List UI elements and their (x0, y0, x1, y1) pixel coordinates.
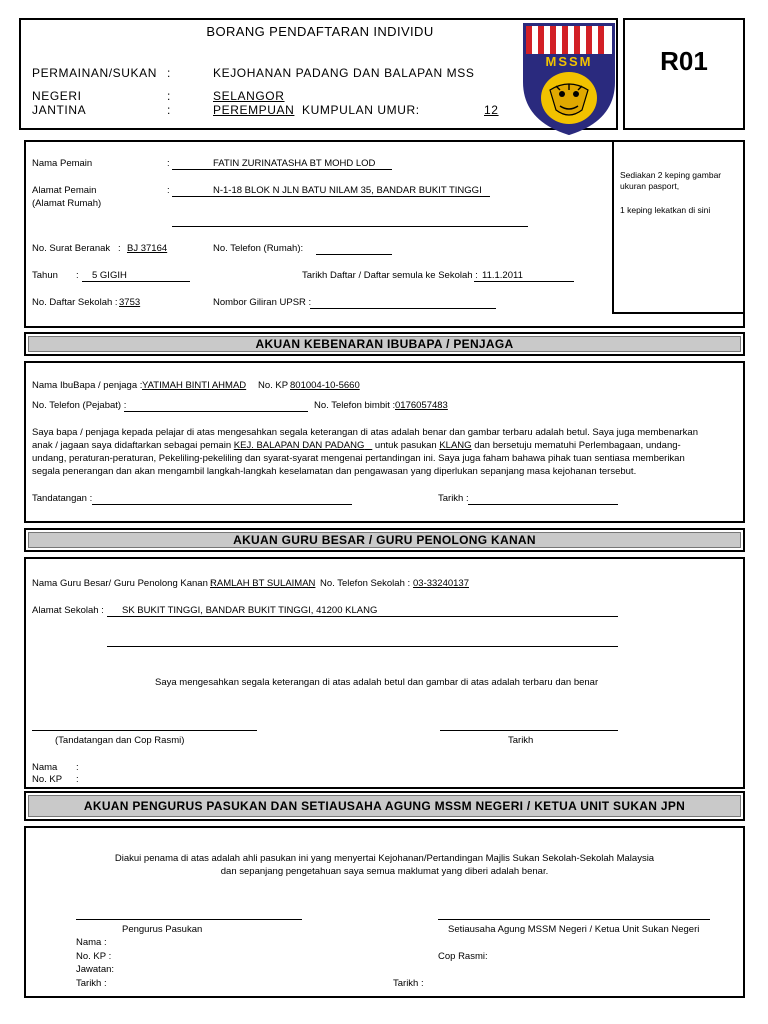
hm-phone-label: No. Telefon Sekolah : (320, 578, 411, 589)
committee-line-2: dan sepanjang pengetahuan saya semua maklumat yang diberi adalah benar. (220, 866, 549, 877)
headmaster-section (24, 557, 745, 789)
office-phone-line[interactable] (124, 411, 308, 412)
parent-para-3: undang, peraturan-peraturan, Pekeliling-pekeliling dan syarat-syarat mengenai pertandingan ini. Saya juga faham bahawa pihak tuan sentiasa memberikan (32, 453, 685, 464)
parent-band: AKUAN KEBENARAN IBUBAPA / PENJAGA (24, 332, 745, 356)
student-name-sep: : (167, 158, 170, 169)
label-permainan: PERMAINAN/SUKAN (32, 66, 158, 80)
student-name-value[interactable]: FATIN ZURINATASHA BT MOHD LOD (213, 158, 376, 169)
upsr-line[interactable] (310, 308, 496, 309)
sep-permainan: : (167, 66, 171, 80)
para-2e: dan bersetuju mematuhi Perlembagaan, undang- (474, 440, 681, 451)
hm-phone-value[interactable]: 03-33240137 (413, 578, 469, 589)
label-negeri: NEGERI (32, 89, 82, 103)
hm-signature-line[interactable] (32, 730, 257, 731)
year-label: Tahun (32, 270, 58, 281)
parent-para-4: segala penerangan dan akan mengambil langkah-langkah keselamatan dan pengawasan yang diperlukan sepanjang masa kejohanan tersebut. (32, 466, 637, 477)
student-address-sub: (Alamat Rumah) (32, 198, 102, 209)
school-address-label: Alamat Sekolah : (32, 605, 104, 616)
value-jantina: PEREMPUAN (213, 103, 295, 117)
birth-cert-sep: : (118, 243, 121, 254)
phone-home-line[interactable] (316, 254, 392, 255)
school-reg-value[interactable]: 3753 (119, 297, 141, 308)
parent-ic-value[interactable]: 801004-10-5660 (290, 380, 360, 391)
mssm-logo (520, 20, 618, 138)
committee-nama: Nama : (76, 937, 107, 948)
upsr-label: Nombor Giliran UPSR : (213, 297, 312, 308)
student-address-sep: : (167, 185, 170, 196)
parent-para-2 (32, 439, 681, 453)
hm-date-line[interactable] (440, 730, 618, 731)
school-address-line (107, 616, 618, 617)
reg-date-line (474, 281, 574, 282)
sep-jantina: : (167, 103, 171, 117)
photo-note-3: 1 keping lekatkan di sini (620, 205, 711, 215)
hm-date-label: Tarikh (508, 735, 534, 746)
form-title: BORANG PENDAFTARAN INDIVIDU (206, 24, 434, 39)
value-permainan: KEJOHANAN PADANG DAN BALAPAN MSS (213, 66, 475, 80)
birth-cert-label: No. Surat Beranak (32, 243, 111, 254)
parent-signature-label: Tandatangan : (32, 493, 93, 504)
committee-cop: Cop Rasmi: (438, 951, 488, 962)
headmaster-band: AKUAN GURU BESAR / GURU PENOLONG KANAN (24, 528, 745, 552)
para-2b[interactable]: KEJ. BALAPAN DAN PADANG (233, 440, 365, 451)
committee-jawatan: Jawatan: (76, 964, 115, 975)
hm-statement: Saya mengesahkan segala keterangan di atas adalah betul dan gambar di atas adalah terbaru dan benar (155, 677, 599, 688)
mobile-label: No. Telefon bimbit : (314, 400, 396, 411)
manager-signature-line[interactable] (76, 919, 302, 920)
year-line (82, 281, 190, 282)
student-name-line (172, 169, 392, 170)
hm-nama-colon: : (76, 762, 79, 773)
hm-name-value[interactable]: RAMLAH BT SULAIMAN (210, 578, 316, 589)
student-name-label: Nama Pemain (32, 158, 93, 169)
student-address-value[interactable]: N-1-18 BLOK N JLN BATU NILAM 35, BANDAR BUKIT TINGGI (213, 185, 482, 196)
school-reg-label: No. Daftar Sekolah : (32, 297, 118, 308)
para-2d[interactable]: KLANG (439, 440, 472, 451)
parent-signature-line[interactable] (92, 504, 352, 505)
parent-date-label: Tarikh : (438, 493, 469, 504)
committee-band: AKUAN PENGURUS PASUKAN DAN SETIAUSAHA AGUNG MSSM NEGERI / KETUA UNIT SUKAN JPN (24, 791, 745, 821)
para-2c: untuk pasukan (374, 440, 437, 451)
phone-home-label: No. Telefon (Rumah): (213, 243, 304, 254)
label-jantina: JANTINA (32, 103, 87, 117)
hm-nama-label: Nama (32, 762, 58, 773)
photo-note-1: Sediakan 2 keping gambar (620, 170, 722, 180)
photo-note-2: ukuran pasport, (620, 181, 680, 191)
label-age-group: KUMPULAN UMUR: (302, 103, 420, 117)
parent-name-value[interactable]: YATIMAH BINTI AHMAD (142, 380, 247, 391)
para-2a: anak / jagaan saya didaftarkan sebagai pemain (32, 440, 232, 451)
committee-tarikh-right: Tarikh : (393, 978, 424, 989)
logo-text: MSSM (545, 54, 593, 69)
sep-negeri: : (167, 89, 171, 103)
committee-tarikh-left: Tarikh : (76, 978, 107, 989)
student-address-line (172, 196, 490, 197)
secretary-label: Setiausaha Agung MSSM Negeri / Ketua Unit Sukan Negeri (448, 924, 700, 935)
manager-label: Pengurus Pasukan (122, 924, 203, 935)
office-phone-label: No. Telefon (Pejabat) : (32, 400, 127, 411)
hm-name-label: Nama Guru Besar/ Guru Penolong Kanan : (32, 578, 214, 589)
school-address-line-2[interactable] (107, 646, 618, 647)
mobile-value[interactable]: 0176057483 (395, 400, 448, 411)
value-negeri: SELANGOR (213, 89, 285, 103)
parent-date-line[interactable] (468, 504, 618, 505)
parent-ic-label: No. KP (258, 380, 289, 391)
school-address-value[interactable]: SK BUKIT TINGGI, BANDAR BUKIT TINGGI, 41200 KLANG (122, 605, 378, 616)
secretary-signature-line[interactable] (438, 919, 710, 920)
student-address-line-2[interactable] (172, 226, 528, 227)
hm-kp-colon: : (76, 774, 79, 785)
student-address-label: Alamat Pemain (32, 185, 97, 196)
parent-name-label: Nama IbuBapa / penjaga : (32, 380, 143, 391)
hm-kp-label: No. KP (32, 774, 63, 785)
parent-para-1: Saya bapa / penjaga kepada pelajar di atas mengesahkan segala keterangan di atas adalah benar dan gambar terbaru adalah betul. Saya juga membenarkan (32, 427, 698, 438)
committee-kp: No. KP : (76, 951, 112, 962)
hm-signature-label: (Tandatangan dan Cop Rasmi) (55, 735, 185, 746)
birth-cert-value[interactable]: BJ 37164 (127, 243, 168, 254)
value-age-group: 12 (484, 103, 499, 117)
committee-section (24, 826, 745, 998)
photo-box (612, 140, 745, 314)
committee-line-1: Diakui penama di atas adalah ahli pasukan ini yang menyertai Kejohanan/Pertandingan Majlis Sukan Sekolah-Sekolah Malaysia (114, 853, 655, 864)
year-sep: : (76, 270, 79, 281)
reg-date-value[interactable]: 11.1.2011 (482, 270, 523, 281)
form-code: R01 (660, 46, 708, 76)
reg-date-label: Tarikh Daftar / Daftar semula ke Sekolah : (302, 270, 478, 281)
year-value[interactable]: 5 GIGIH (92, 270, 127, 281)
